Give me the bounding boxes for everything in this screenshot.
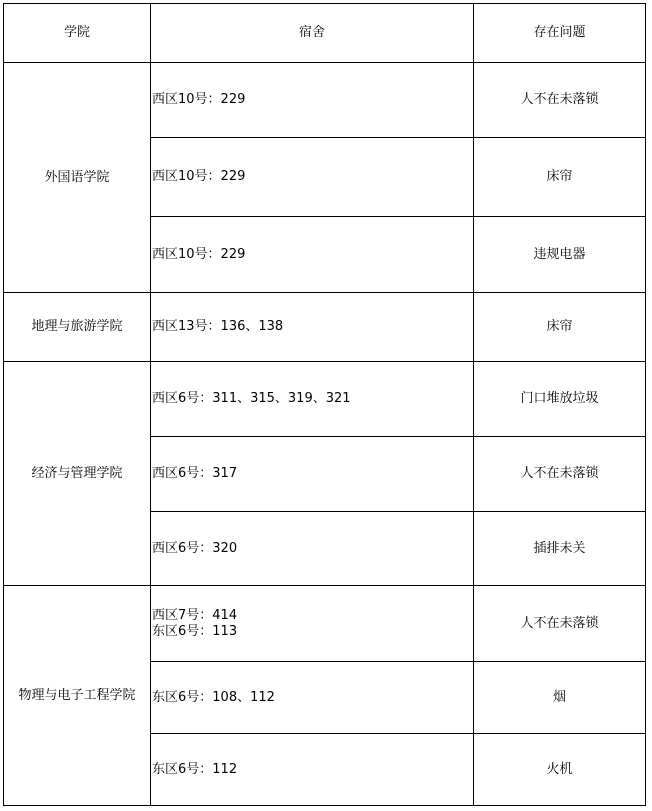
dorm-cell: 西区6号：311、315、319、321: [151, 362, 474, 437]
college-cell: 外国语学院: [4, 63, 151, 293]
dormitory-inspection-table: [3, 3, 646, 806]
header-dorm: 宿舍: [151, 4, 474, 63]
issue-cell: 火机: [474, 734, 646, 806]
dorm-cell: 西区10号：229: [151, 63, 474, 138]
dorm-cell: 东区6号：108、112: [151, 662, 474, 734]
college-cell: 物理与电子工程学院: [4, 586, 151, 806]
dorm-cell: 东区6号：112: [151, 734, 474, 806]
dorm-cell: 西区10号：229: [151, 217, 474, 293]
college-cell: 经济与管理学院: [4, 362, 151, 586]
issue-cell: 插排未关: [474, 512, 646, 586]
issue-cell: 床帘: [474, 138, 646, 217]
issue-cell: 人不在未落锁: [474, 437, 646, 512]
table-row: [4, 293, 646, 362]
issue-cell: 人不在未落锁: [474, 63, 646, 138]
college-cell: 地理与旅游学院: [4, 293, 151, 362]
dorm-line: 东区6号：113: [152, 623, 238, 639]
dorm-cell: [151, 586, 474, 662]
table-row: [4, 63, 646, 138]
dorm-cell: 西区6号：317: [151, 437, 474, 512]
dorm-cell: 西区6号：320: [151, 512, 474, 586]
dorm-cell: 西区10号：229: [151, 138, 474, 217]
issue-cell: 违规电器: [474, 217, 646, 293]
header-college: 学院: [4, 4, 151, 63]
header-issue: 存在问题: [474, 4, 646, 63]
table-row: [4, 586, 646, 662]
dorm-line: 西区7号：414: [152, 607, 238, 623]
header-row: [4, 4, 646, 63]
table-row: [4, 362, 646, 437]
dorm-cell: 西区13号：136、138: [151, 293, 474, 362]
issue-cell: 门口堆放垃圾: [474, 362, 646, 437]
issue-cell: 烟: [474, 662, 646, 734]
issue-cell: 床帘: [474, 293, 646, 362]
issue-cell: 人不在未落锁: [474, 586, 646, 662]
